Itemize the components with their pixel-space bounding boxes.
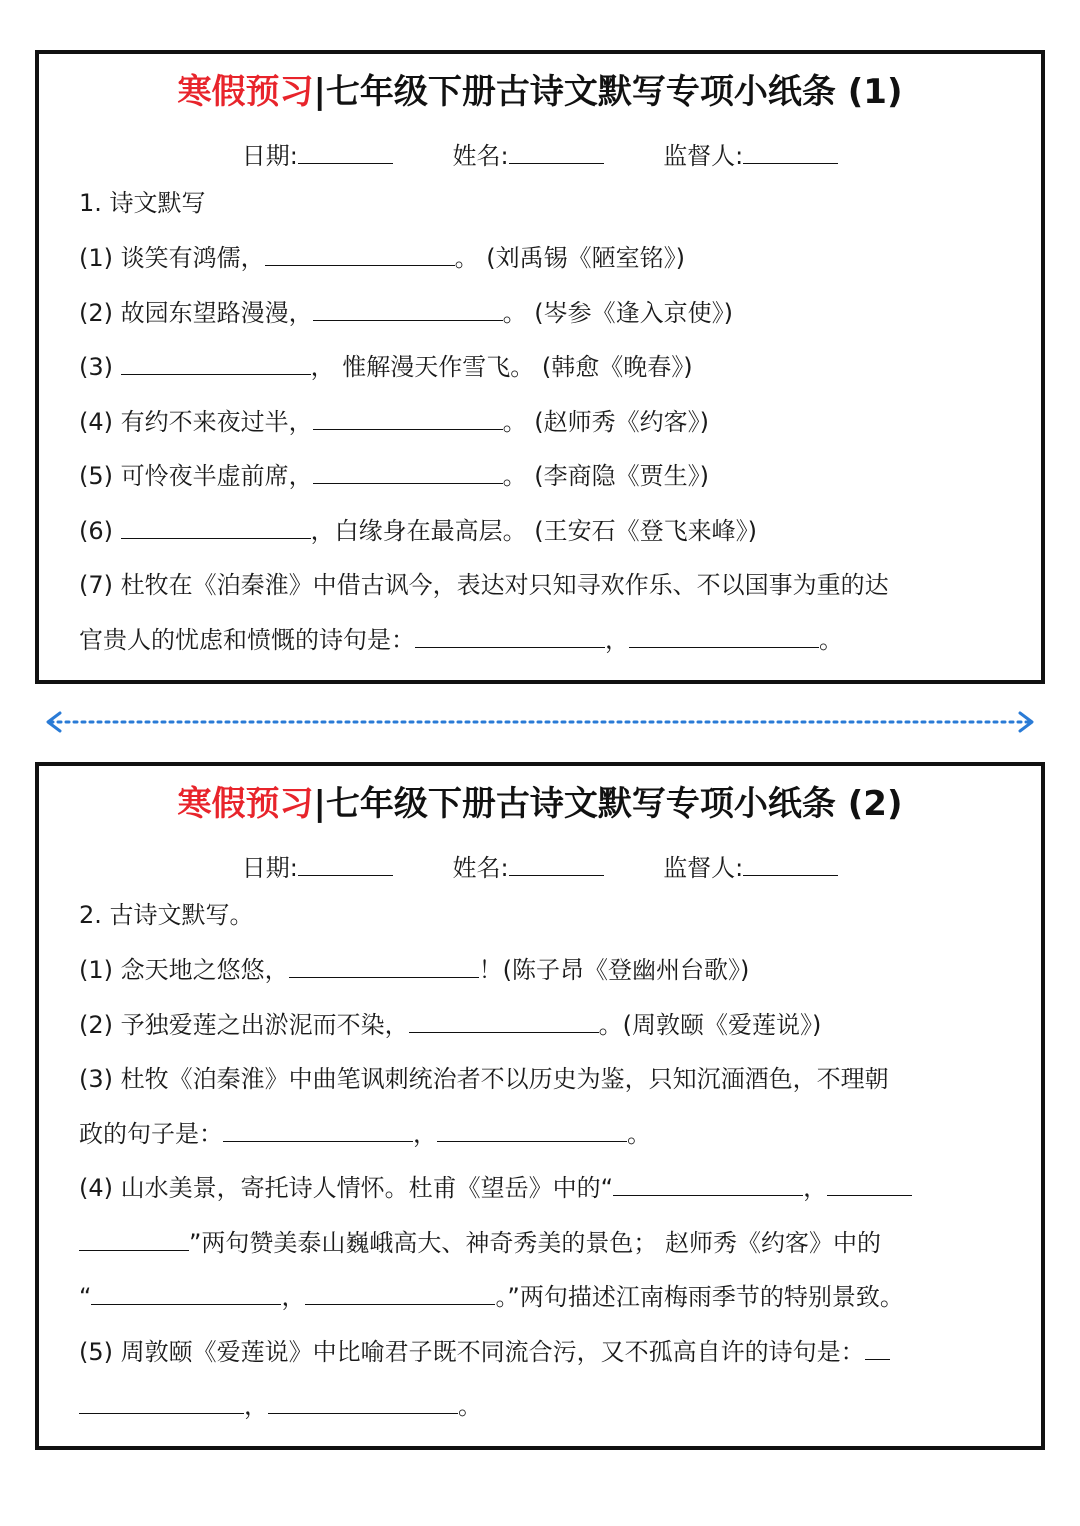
name-label: 姓名: xyxy=(452,142,509,170)
end-mark: 。 xyxy=(819,626,843,654)
question-item xyxy=(79,243,685,273)
supervisor-field xyxy=(663,848,838,883)
date-field xyxy=(242,136,393,171)
answer-blank[interactable] xyxy=(613,1173,803,1196)
answer-blank[interactable] xyxy=(313,298,503,321)
question-text: (5) 周敦颐《爱莲说》中比喻君子既不同流合污，又不孤高自许的诗句是： xyxy=(79,1338,865,1366)
supervisor-field xyxy=(663,136,838,171)
question-item-4-line-3 xyxy=(79,1282,904,1312)
name-label: 姓名: xyxy=(452,854,509,882)
answer-blank[interactable] xyxy=(865,1337,890,1360)
question-text: (4) 有约不来夜过半， xyxy=(79,408,313,436)
question-text: (1) 谈笑有鸿儒， xyxy=(79,244,265,272)
question-item xyxy=(79,461,709,491)
info-row xyxy=(39,848,1041,883)
end-mark: 。 xyxy=(458,1392,482,1420)
cut-line-divider xyxy=(44,708,1036,736)
answer-blank[interactable] xyxy=(223,1119,413,1142)
end-mark: 。 xyxy=(627,1120,651,1148)
section-heading: 1. 诗文默写 xyxy=(79,189,206,217)
question-text: ”两句赞美泰山巍峨高大、神奇秀美的景色； 赵师秀《约客》中的 xyxy=(189,1229,882,1257)
answer-blank[interactable] xyxy=(415,625,605,648)
info-row xyxy=(39,136,1041,171)
question-item-4-line-1 xyxy=(79,1173,912,1203)
answer-blank[interactable] xyxy=(121,352,311,375)
answer-blank[interactable] xyxy=(79,1391,244,1414)
answer-blank[interactable] xyxy=(121,516,311,539)
question-item xyxy=(79,298,733,328)
answer-blank[interactable] xyxy=(409,1010,599,1033)
answer-blank[interactable] xyxy=(313,461,503,484)
date-blank[interactable] xyxy=(298,853,393,876)
question-source: 。 (刘禹锡《陋室铭》) xyxy=(454,244,685,272)
question-text: (5) 可怜夜半虚前席， xyxy=(79,462,313,490)
answer-blank[interactable] xyxy=(265,243,455,266)
question-text: (1) 念天地之悠悠， xyxy=(79,956,289,984)
answer-blank[interactable] xyxy=(827,1173,912,1196)
title-text: |七年级下册古诗文默写专项小纸条 (1) xyxy=(313,72,903,112)
name-blank[interactable] xyxy=(509,141,604,164)
question-item xyxy=(79,955,749,985)
separator: ， xyxy=(605,626,629,654)
title-text: |七年级下册古诗文默写专项小纸条 (2) xyxy=(313,784,903,824)
question-source: 。 (赵师秀《约客》) xyxy=(502,408,709,436)
question-item xyxy=(79,407,709,437)
question-source: 。 (岑参《逢入京使》) xyxy=(502,299,733,327)
question-source: ， 惟解漫天作雪飞。 (韩愈《晚春》) xyxy=(310,353,693,381)
question-item-4-line-2 xyxy=(79,1228,881,1258)
question-source: ！(陈子昂《登幽州台歌》) xyxy=(478,956,750,984)
question-text: (2) 予独爱莲之出淤泥而不染， xyxy=(79,1011,409,1039)
question-item-5-line-1 xyxy=(79,1337,890,1367)
answer-blank[interactable] xyxy=(289,955,479,978)
question-text: 政的句子是： xyxy=(79,1120,223,1148)
section-heading: 2. 古诗文默写。 xyxy=(79,901,254,929)
question-item xyxy=(79,352,693,382)
answer-blank[interactable] xyxy=(79,1228,189,1251)
date-label: 日期: xyxy=(241,854,298,882)
question-source: 。(周敦颐《爱莲说》) xyxy=(598,1011,822,1039)
question-text: (2) 故园东望路漫漫， xyxy=(79,299,313,327)
question-item-3-line-2 xyxy=(79,1119,651,1149)
question-item xyxy=(79,1010,821,1040)
question-item-7-line-2 xyxy=(79,625,843,655)
name-field xyxy=(452,848,603,883)
question-text: (3) xyxy=(79,353,121,381)
worksheet-card-2 xyxy=(35,762,1045,1450)
answer-blank[interactable] xyxy=(268,1391,458,1414)
question-text: 。”两句描述江南梅雨季节的特别景致。 xyxy=(495,1283,904,1311)
answer-blank[interactable] xyxy=(305,1282,495,1305)
open-quote: “ xyxy=(79,1283,92,1311)
separator: ， xyxy=(413,1120,437,1148)
question-item-5-line-2 xyxy=(79,1391,482,1421)
question-source: 。 (李商隐《贾生》) xyxy=(502,462,709,490)
supervisor-label: 监督人: xyxy=(663,854,744,882)
answer-blank[interactable] xyxy=(437,1119,627,1142)
question-source: ，白缘身在最高层。 (王安石《登飞来峰》) xyxy=(310,517,757,545)
question-text: 官贵人的忧虑和愤慨的诗句是： xyxy=(79,626,415,654)
question-item xyxy=(79,516,757,546)
date-label: 日期: xyxy=(241,142,298,170)
worksheet-card-1 xyxy=(35,50,1045,684)
name-field xyxy=(452,136,603,171)
card-2-title xyxy=(39,776,1041,825)
question-text: (6) xyxy=(79,517,121,545)
date-field xyxy=(242,848,393,883)
separator: ， xyxy=(244,1392,268,1420)
supervisor-blank[interactable] xyxy=(743,853,838,876)
title-highlight: 寒假预习 xyxy=(177,784,314,824)
supervisor-label: 监督人: xyxy=(663,142,744,170)
name-blank[interactable] xyxy=(509,853,604,876)
question-text: (4) 山水美景，寄托诗人情怀。杜甫《望岳》中的“ xyxy=(79,1174,614,1202)
answer-blank[interactable] xyxy=(313,407,503,430)
answer-blank[interactable] xyxy=(91,1282,281,1305)
date-blank[interactable] xyxy=(298,141,393,164)
answer-blank[interactable] xyxy=(629,625,819,648)
separator: ， xyxy=(803,1174,828,1202)
question-item-3-line-1: (3) 杜牧《泊秦淮》中曲笔讽刺统治者不以历史为鉴，只知沉湎酒色，不理朝 xyxy=(79,1065,889,1093)
question-item-7-line-1: (7) 杜牧在《泊秦淮》中借古讽今，表达对只知寻欢作乐、不以国事为重的达 xyxy=(79,571,889,599)
separator: ， xyxy=(281,1283,306,1311)
supervisor-blank[interactable] xyxy=(743,141,838,164)
title-highlight: 寒假预习 xyxy=(177,72,314,112)
card-1-title xyxy=(39,64,1041,113)
